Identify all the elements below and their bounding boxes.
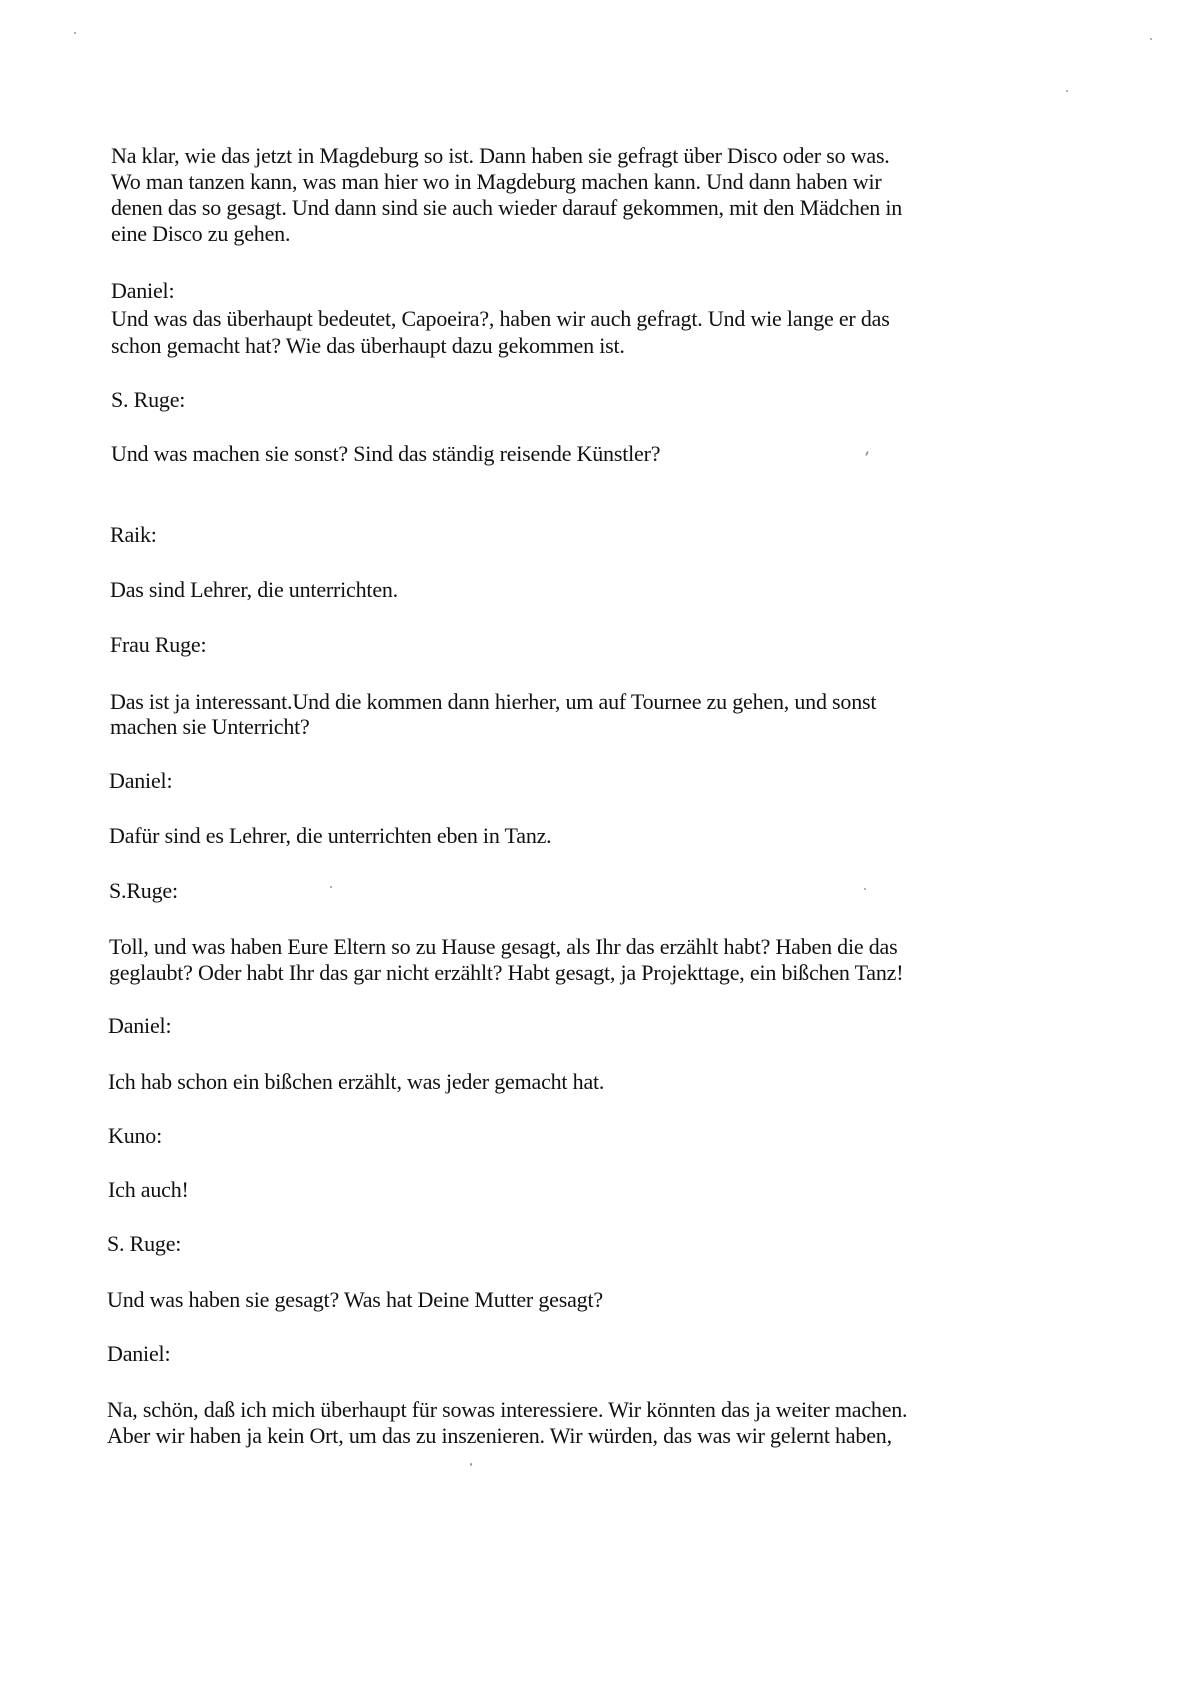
speaker-label: Kuno: — [108, 1123, 163, 1148]
scan-speck — [865, 451, 869, 456]
paragraph-line: Toll, und was haben Eure Eltern so zu Hause gesagt, als Ihr das erzählt habt? Haben die das — [109, 934, 898, 959]
paragraph-line: eine Disco zu gehen. — [111, 221, 291, 246]
paragraph-line: Ich auch! — [108, 1177, 189, 1202]
paragraph-line: Wo man tanzen kann, was man hier wo in Magdeburg machen kann. Und dann haben wir — [111, 169, 882, 194]
paragraph-line: geglaubt? Oder habt Ihr das gar nicht erzählt? Habt gesagt, ja Projekttage, ein bißchen Tanz! — [109, 960, 904, 985]
paragraph-line: machen sie Unterricht? — [110, 714, 310, 739]
scan-speck — [74, 32, 76, 34]
paragraph-line: schon gemacht hat? Wie das überhaupt dazu gekommen ist. — [111, 333, 625, 358]
scan-speck — [1066, 90, 1068, 92]
paragraph-line: Na, schön, daß ich mich überhaupt für sowas interessiere. Wir könnten das ja weiter machen. — [107, 1397, 908, 1422]
speaker-label: Frau Ruge: — [110, 632, 207, 657]
scan-speck — [864, 888, 866, 890]
paragraph-line: Und was haben sie gesagt? Was hat Deine Mutter gesagt? — [107, 1287, 603, 1312]
paragraph-line: Und was das überhaupt bedeutet, Capoeira?, haben wir auch gefragt. Und wie lange er das — [111, 306, 890, 331]
paragraph-line: Das ist ja interessant.Und die kommen dann hierher, um auf Tournee zu gehen, und sonst — [110, 689, 877, 714]
scan-speck — [330, 886, 332, 888]
speaker-label: S. Ruge: — [111, 387, 186, 412]
speaker-label: Daniel: — [107, 1341, 171, 1366]
paragraph-line: denen das so gesagt. Und dann sind sie auch wieder darauf gekommen, mit den Mädchen in — [111, 195, 903, 220]
scan-speck — [470, 1463, 472, 1466]
paragraph-line: Aber wir haben ja kein Ort, um das zu inszenieren. Wir würden, das was wir gelernt haben, — [107, 1423, 892, 1448]
speaker-label: S. Ruge: — [107, 1231, 182, 1256]
paragraph-line: Das sind Lehrer, die unterrichten. — [110, 577, 398, 602]
speaker-label: Daniel: — [109, 768, 173, 793]
paragraph-line: Dafür sind es Lehrer, die unterrichten eben in Tanz. — [109, 823, 552, 848]
paragraph-line: Ich hab schon ein bißchen erzählt, was jeder gemacht hat. — [108, 1069, 605, 1094]
paragraph-line: Und was machen sie sonst? Sind das ständig reisende Künstler? — [111, 441, 661, 466]
speaker-label: Raik: — [110, 522, 157, 547]
speaker-label: Daniel: — [111, 278, 175, 303]
speaker-label: Daniel: — [108, 1013, 172, 1038]
paragraph-line: Na klar, wie das jetzt in Magdeburg so ist. Dann haben sie gefragt über Disco oder so was. — [111, 143, 890, 168]
speaker-label: S.Ruge: — [109, 878, 178, 903]
scan-speck — [1150, 38, 1152, 40]
